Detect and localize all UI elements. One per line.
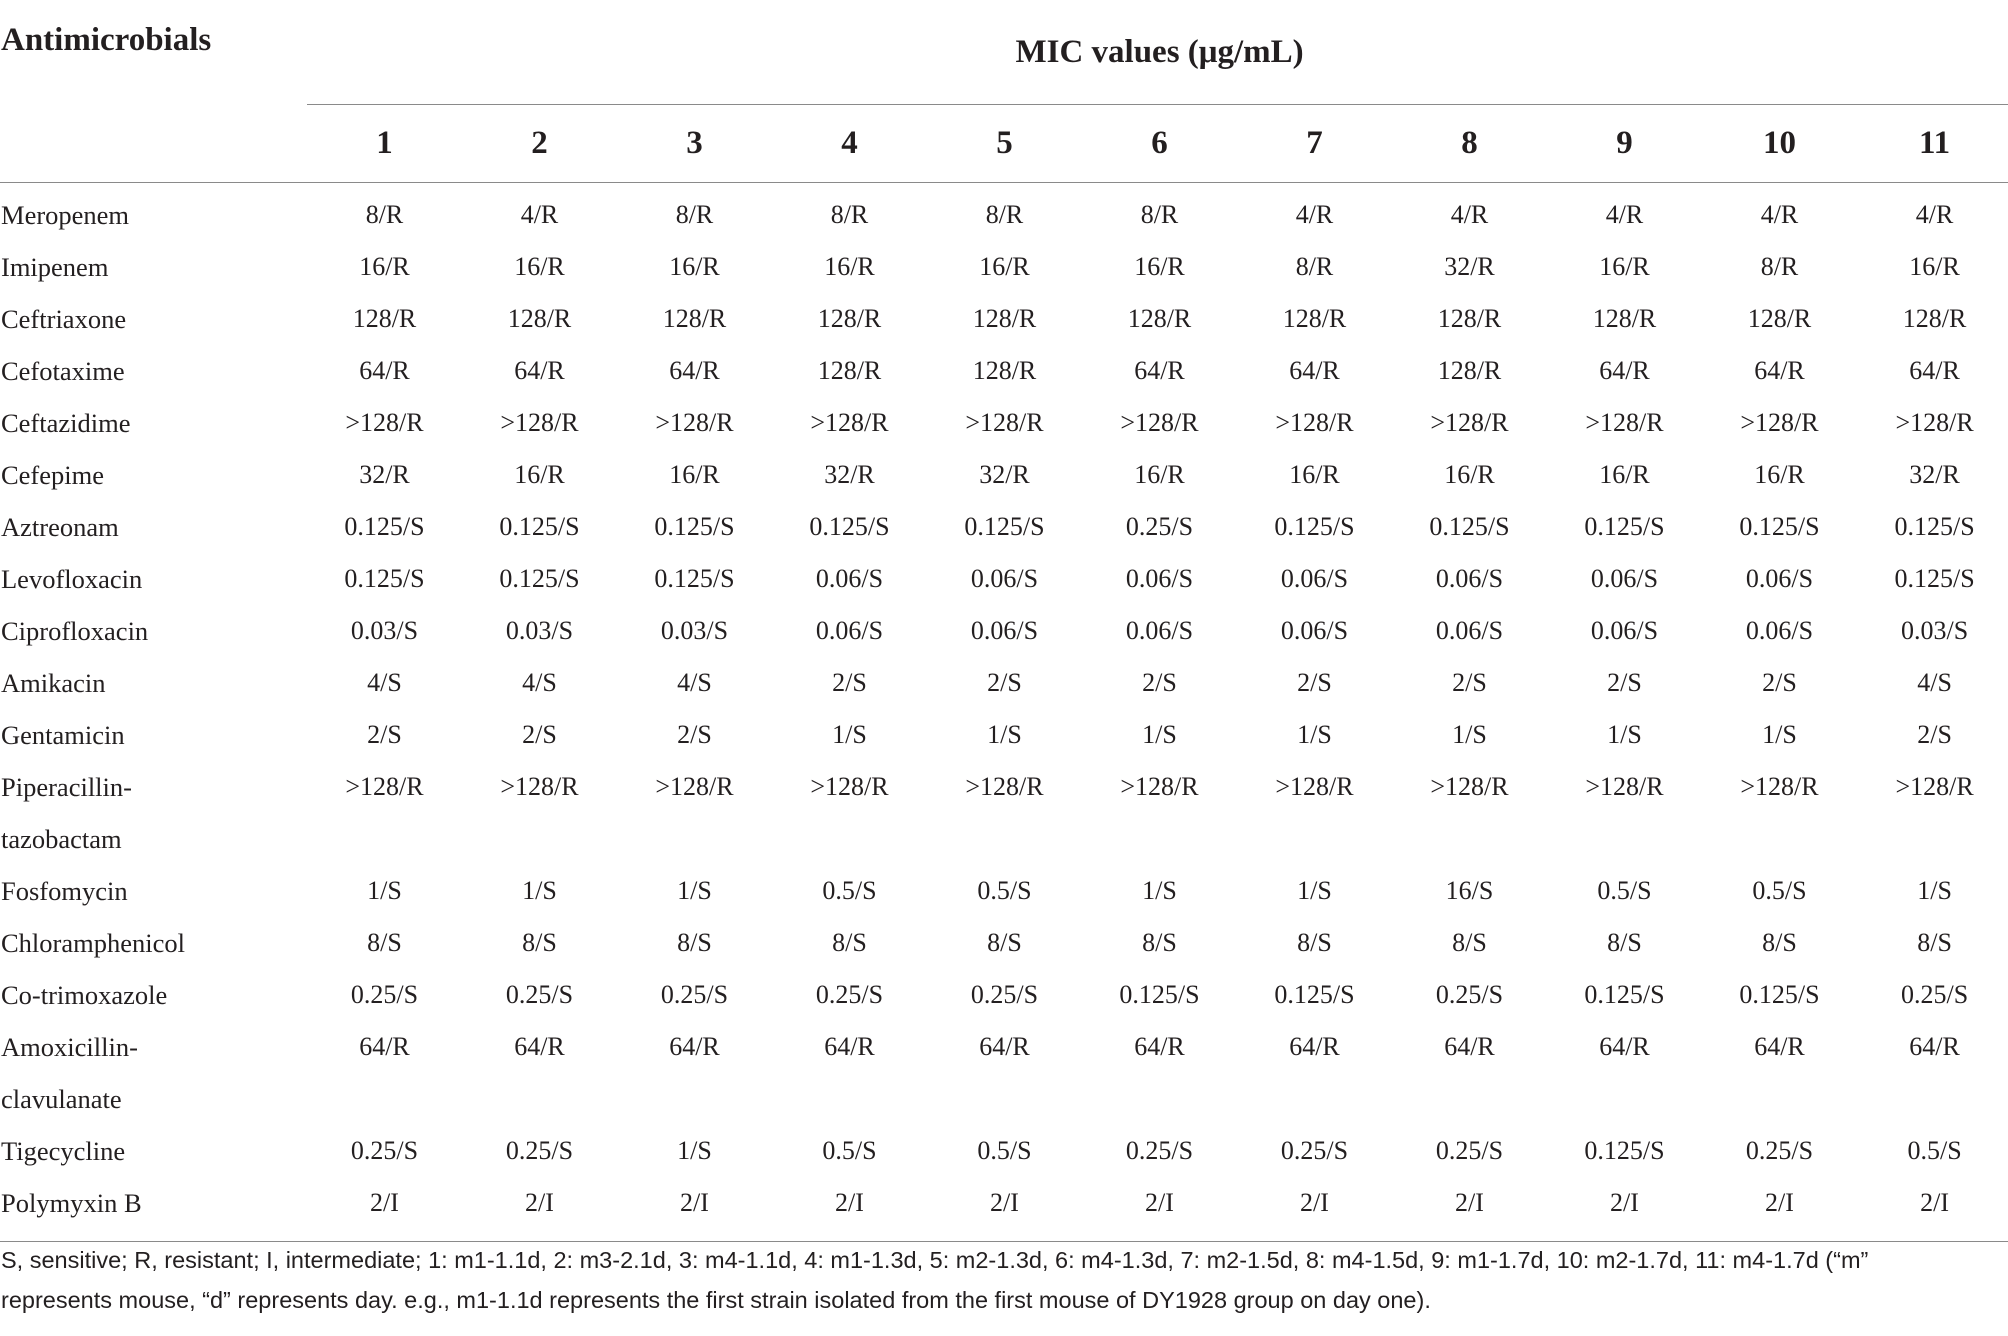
antimicrobial-name	[0, 865, 307, 917]
mic-value-cell: 0.5/S	[1907, 1135, 1962, 1165]
antimicrobial-name	[0, 553, 307, 605]
table-row	[0, 553, 2008, 605]
table-row	[0, 501, 2008, 553]
mic-value-cell: 32/R	[824, 459, 875, 489]
mic-value-cell: 0.25/S	[505, 1135, 574, 1165]
mic-value-cell: 128/R	[972, 303, 1037, 333]
mic-value-cell: 0.125/S	[1429, 511, 1510, 541]
antimicrobial-name-line: Amoxicillin-	[1, 1031, 138, 1062]
mic-value-cell: 64/R	[824, 1031, 875, 1061]
mic-value-cell: >128/R	[1895, 407, 1974, 437]
table-footnote	[1, 1240, 2001, 1320]
mic-value-cell: 0.06/S	[1590, 563, 1659, 593]
strain-column-header: 11	[1857, 104, 2008, 182]
mic-value-cell: 64/R	[514, 355, 565, 385]
mic-value-cell: 128/R	[1127, 303, 1192, 333]
mic-value-cell: 128/R	[1437, 303, 1502, 333]
mic-value-cell: 32/R	[1444, 251, 1495, 281]
mic-value-cell: 8/S	[1762, 927, 1797, 957]
mic-value-cell: 8/R	[365, 199, 404, 229]
mic-value-cell: 64/R	[1599, 355, 1650, 385]
antimicrobials-header: Antimicrobials	[1, 22, 212, 58]
antimicrobial-name-line: Cefepime	[1, 459, 105, 490]
mic-value-cell: 4/R	[1450, 199, 1489, 229]
mic-value-cell: 0.25/S	[505, 979, 574, 1009]
mic-value-cell: 2/I	[1702, 1177, 1857, 1242]
strain-column-header: 5	[927, 104, 1082, 182]
mic-value-cell: 64/R	[1134, 1031, 1185, 1061]
antimicrobial-name-line: Meropenem	[1, 199, 130, 230]
mic-value-cell: 4/R	[1295, 199, 1334, 229]
mic-value-cell: 4/R	[1605, 199, 1644, 229]
antimicrobial-name-line: Fosfomycin	[1, 875, 128, 906]
mic-value-cell: 0.125/S	[964, 511, 1045, 541]
mic-value-cell: 128/R	[1282, 303, 1347, 333]
mic-value-cell: 64/R	[1754, 1031, 1805, 1061]
antimicrobial-name	[0, 761, 307, 865]
antimicrobial-name	[0, 657, 307, 709]
mic-value-cell: 16/S	[1445, 875, 1494, 905]
antimicrobial-name	[0, 1125, 307, 1177]
mic-value-cell: 64/R	[1444, 1031, 1495, 1061]
mic-value-cell: 4/R	[1915, 199, 1954, 229]
mic-value-cell: 16/R	[514, 459, 565, 489]
mic-value-cell: 64/R	[359, 355, 410, 385]
antimicrobial-name-line: Ceftriaxone	[1, 303, 127, 334]
strain-column-header: 7	[1237, 104, 1392, 182]
mic-value-cell: 128/R	[1747, 303, 1812, 333]
mic-value-cell: 1/S	[367, 875, 402, 905]
mic-value-cell: 16/R	[979, 251, 1030, 281]
table-row	[0, 605, 2008, 657]
mic-value-cell: 32/R	[359, 459, 410, 489]
mic-value-cell: 0.06/S	[1125, 615, 1194, 645]
strain-column-header: 3	[617, 104, 772, 182]
antimicrobial-name	[0, 182, 307, 241]
mic-value-cell: 1/S	[1762, 719, 1797, 749]
mic-value-cell: 32/R	[979, 459, 1030, 489]
mic-value-cell: 16/R	[1599, 251, 1650, 281]
strain-column-header: 1	[307, 104, 462, 182]
mic-value-cell: 64/R	[1754, 355, 1805, 385]
mic-value-cell: 2/S	[1607, 667, 1642, 697]
mic-value-cell: 1/S	[1607, 719, 1642, 749]
mic-value-cell: 8/S	[832, 927, 867, 957]
mic-value-cell: >128/R	[1275, 771, 1354, 801]
mic-value-cell: 2/S	[367, 719, 402, 749]
mic-value-cell: 0.125/S	[1119, 979, 1200, 1009]
antimicrobial-name-line: Co-trimoxazole	[1, 979, 168, 1010]
mic-value-cell: 1/S	[1297, 875, 1332, 905]
mic-value-cell: >128/R	[1430, 407, 1509, 437]
mic-value-cell: 0.125/S	[1739, 979, 1820, 1009]
mic-value-cell: 2/S	[1297, 667, 1332, 697]
mic-value-cell: 2/I	[1857, 1177, 2008, 1242]
antimicrobial-name	[0, 449, 307, 501]
mic-value-cell: 0.25/S	[970, 979, 1039, 1009]
mic-value-cell: 0.125/S	[344, 511, 425, 541]
mic-value-cell: 8/S	[1917, 927, 1952, 957]
mic-value-cell: 0.06/S	[1590, 615, 1659, 645]
mic-value-cell: 8/S	[522, 927, 557, 957]
mic-value-cell: 1/S	[832, 719, 867, 749]
mic-value-cell: >128/R	[1585, 771, 1664, 801]
mic-value-cell: 64/R	[669, 1031, 720, 1061]
mic-value-cell: 64/R	[1909, 1031, 1960, 1061]
mic-value-cell: 128/R	[662, 303, 727, 333]
mic-value-cell: 128/R	[817, 355, 882, 385]
mic-value-cell: 2/I	[1547, 1177, 1702, 1242]
mic-value-cell: 0.5/S	[977, 1135, 1032, 1165]
mic-value-cell: 4/S	[677, 667, 712, 697]
mic-value-cell: 0.25/S	[350, 979, 419, 1009]
mic-value-cell: >128/R	[1430, 771, 1509, 801]
mic-value-cell: 0.25/S	[1435, 1135, 1504, 1165]
mic-value-cell: 4/R	[520, 199, 559, 229]
mic-value-cell: 8/R	[675, 199, 714, 229]
mic-value-cell: 128/R	[1437, 355, 1502, 385]
mic-value-cell: 16/R	[1289, 459, 1340, 489]
mic-value-cell: 8/R	[1760, 251, 1799, 281]
table-row	[0, 917, 2008, 969]
mic-value-cell: 8/S	[1452, 927, 1487, 957]
mic-value-cell: 128/R	[507, 303, 572, 333]
antimicrobial-name	[0, 969, 307, 1021]
mic-value-cell: 128/R	[352, 303, 417, 333]
mic-value-cell: 0.125/S	[499, 563, 580, 593]
mic-value-cell: 1/S	[987, 719, 1022, 749]
footnote-line: S, sensitive; R, resistant; I, intermediate; 1: m1-1.1d, 2: m3-2.1d, 3: m4-1.1d, 4: m1-1.3d, 5: m2-1.3d, 6: m4-1.3d, 7: m2-1.5d, 8: m4-1.5d, 9: m1-1.7d, 10: m2-1.7d, 11: m4-1.7d (“m”	[1, 1247, 1869, 1273]
mic-value-cell: 8/S	[367, 927, 402, 957]
mic-value-cell: 2/S	[522, 719, 557, 749]
mic-value-cell: 0.06/S	[970, 563, 1039, 593]
mic-value-cell: 0.125/S	[344, 563, 425, 593]
mic-value-cell: >128/R	[1120, 771, 1199, 801]
mic-value-cell: 0.06/S	[1280, 563, 1349, 593]
mic-value-cell: 0.03/S	[660, 615, 729, 645]
mic-value-cell: 0.06/S	[815, 563, 884, 593]
mic-value-cell: 2/S	[677, 719, 712, 749]
mic-value-cell: 8/R	[1140, 199, 1179, 229]
mic-value-cell: 16/R	[1599, 459, 1650, 489]
antimicrobial-name-line: Piperacillin-	[1, 771, 132, 802]
mic-value-cell: 64/R	[1599, 1031, 1650, 1061]
mic-value-cell: 2/I	[1392, 1177, 1547, 1242]
antimicrobial-name-line: Ceftazidime	[1, 407, 131, 438]
antimicrobial-name-line: Gentamicin	[1, 719, 125, 750]
strain-column-header: 8	[1392, 104, 1547, 182]
antimicrobial-name-line: Imipenem	[1, 251, 109, 282]
mic-value-cell: >128/R	[1740, 407, 1819, 437]
table-row	[0, 345, 2008, 397]
mic-value-cell: 8/R	[830, 199, 869, 229]
mic-value-cell: 32/R	[1909, 459, 1960, 489]
mic-value-cell: 2/I	[1237, 1177, 1392, 1242]
mic-value-cell: >128/R	[810, 407, 889, 437]
mic-value-cell: 1/S	[1452, 719, 1487, 749]
mic-value-cell: 16/R	[359, 251, 410, 281]
mic-value-cell: 0.5/S	[1752, 875, 1807, 905]
mic-value-cell: 0.06/S	[1435, 615, 1504, 645]
mic-value-cell: 2/S	[1452, 667, 1487, 697]
mic-value-cell: 2/S	[832, 667, 867, 697]
mic-value-cell: 0.125/S	[1584, 1135, 1665, 1165]
antimicrobial-name-line: Tigecycline	[1, 1135, 126, 1166]
mic-value-cell: 4/S	[1917, 667, 1952, 697]
mic-value-cell: 0.06/S	[1125, 563, 1194, 593]
antimicrobial-name-line: Cefotaxime	[1, 355, 125, 386]
antimicrobial-name-line: Ciprofloxacin	[1, 615, 149, 646]
mic-value-cell: 0.06/S	[1745, 563, 1814, 593]
table-row	[0, 657, 2008, 709]
mic-value-cell: 2/I	[617, 1177, 772, 1242]
mic-value-cell: 16/R	[514, 251, 565, 281]
mic-value-cell: 128/R	[1902, 303, 1967, 333]
mic-value-cell: 1/S	[677, 875, 712, 905]
mic-value-cell: 16/R	[824, 251, 875, 281]
mic-value-cell: 0.125/S	[654, 511, 735, 541]
mic-value-cell: 2/I	[927, 1177, 1082, 1242]
mic-value-cell: 1/S	[1142, 719, 1177, 749]
strain-column-header: 6	[1082, 104, 1237, 182]
antimicrobial-name	[0, 345, 307, 397]
mic-value-cell: 0.5/S	[977, 875, 1032, 905]
strain-column-header: 2	[462, 104, 617, 182]
mic-value-cell: 2/S	[1762, 667, 1797, 697]
mic-value-cell: 0.5/S	[822, 875, 877, 905]
mic-value-cell: 64/R	[979, 1031, 1030, 1061]
table-row	[0, 1125, 2008, 1177]
mic-value-cell: 4/S	[522, 667, 557, 697]
mic-value-cell: 128/R	[817, 303, 882, 333]
antimicrobial-name	[0, 293, 307, 345]
mic-value-cell: 8/S	[677, 927, 712, 957]
table-row	[0, 293, 2008, 345]
mic-value-cell: 1/S	[1142, 875, 1177, 905]
mic-value-cell: 0.03/S	[350, 615, 419, 645]
mic-value-cell: >128/R	[1895, 771, 1974, 801]
table-row	[0, 241, 2008, 293]
antimicrobial-name	[0, 1021, 307, 1125]
mic-value-cell: >128/R	[655, 407, 734, 437]
mic-value-cell: 128/R	[1592, 303, 1657, 333]
table-row	[0, 182, 2008, 241]
mic-value-cell: 8/S	[1297, 927, 1332, 957]
mic-value-cell: 2/I	[1082, 1177, 1237, 1242]
antimicrobial-name	[0, 397, 307, 449]
antimicrobial-name-line: Amikacin	[1, 667, 106, 698]
mic-value-cell: >128/R	[500, 771, 579, 801]
mic-value-cell: >128/R	[500, 407, 579, 437]
mic-value-cell: 16/R	[669, 459, 720, 489]
table-row	[0, 1021, 2008, 1125]
mic-value-cell: 2/S	[1917, 719, 1952, 749]
antimicrobial-name	[0, 605, 307, 657]
antimicrobial-name-line: clavulanate	[1, 1083, 122, 1114]
table-row	[0, 865, 2008, 917]
mic-value-cell: 1/S	[677, 1135, 712, 1165]
antimicrobial-name	[0, 917, 307, 969]
antimicrobial-name-line: Levofloxacin	[1, 563, 143, 594]
mic-value-cell: >128/R	[1120, 407, 1199, 437]
mic-value-cell: 4/R	[1760, 199, 1799, 229]
mic-value-cell: 0.125/S	[1584, 511, 1665, 541]
mic-value-cell: 64/R	[359, 1031, 410, 1061]
antimicrobial-name	[0, 1177, 307, 1242]
mic-value-cell: 0.03/S	[505, 615, 574, 645]
mic-value-cell: 0.125/S	[499, 511, 580, 541]
mic-value-cell: 0.125/S	[1739, 511, 1820, 541]
mic-value-cell: 0.125/S	[1894, 563, 1975, 593]
table-row	[0, 709, 2008, 761]
antimicrobial-name	[0, 709, 307, 761]
mic-value-cell: 64/R	[1909, 355, 1960, 385]
mic-value-cell: 0.125/S	[809, 511, 890, 541]
antimicrobial-name	[0, 501, 307, 553]
mic-value-cell: 2/I	[772, 1177, 927, 1242]
mic-value-cell: >128/R	[810, 771, 889, 801]
mic-value-cell: 8/S	[987, 927, 1022, 957]
strain-number-header-row	[0, 104, 2008, 182]
mic-value-cell: 0.125/S	[1584, 979, 1665, 1009]
mic-value-cell: 0.25/S	[815, 979, 884, 1009]
mic-value-cell: 16/R	[1134, 459, 1185, 489]
mic-values-header: MIC values (μg/mL)	[307, 0, 2008, 104]
mic-value-cell: 0.06/S	[1280, 615, 1349, 645]
mic-value-cell: 0.25/S	[1435, 979, 1504, 1009]
mic-value-cell: 0.25/S	[1280, 1135, 1349, 1165]
mic-value-cell: 0.06/S	[815, 615, 884, 645]
mic-value-cell: 16/R	[669, 251, 720, 281]
mic-value-cell: 0.06/S	[970, 615, 1039, 645]
mic-value-cell: 0.5/S	[1597, 875, 1652, 905]
strain-column-header: 9	[1547, 104, 1702, 182]
mic-value-cell: >128/R	[345, 771, 424, 801]
mic-value-cell: 1/S	[522, 875, 557, 905]
mic-value-cell: >128/R	[345, 407, 424, 437]
mic-value-cell: 64/R	[669, 355, 720, 385]
mic-value-cell: 0.125/S	[654, 563, 735, 593]
mic-value-cell: 8/S	[1607, 927, 1642, 957]
antimicrobial-name-line: Polymyxin B	[1, 1187, 142, 1218]
antimicrobial-name-line: Aztreonam	[1, 511, 119, 542]
mic-value-cell: >128/R	[965, 771, 1044, 801]
mic-value-cell: 0.25/S	[350, 1135, 419, 1165]
strain-column-header: 4	[772, 104, 927, 182]
mic-value-cell: 8/R	[1295, 251, 1334, 281]
mic-table-body	[0, 182, 2008, 1241]
mic-value-cell: 4/S	[367, 667, 402, 697]
mic-value-cell: 16/R	[1754, 459, 1805, 489]
mic-value-cell: >128/R	[1275, 407, 1354, 437]
mic-value-cell: 64/R	[1289, 1031, 1340, 1061]
mic-value-cell: 16/R	[1444, 459, 1495, 489]
mic-value-cell: 128/R	[972, 355, 1037, 385]
mic-value-cell: 64/R	[1134, 355, 1185, 385]
mic-value-cell: 2/S	[1142, 667, 1177, 697]
mic-value-cell: 8/R	[985, 199, 1024, 229]
table-row	[0, 449, 2008, 501]
mic-value-cell: 0.125/S	[1274, 511, 1355, 541]
mic-value-cell: 8/S	[1142, 927, 1177, 957]
mic-value-cell: 0.25/S	[1745, 1135, 1814, 1165]
mic-value-cell: >128/R	[1585, 407, 1664, 437]
mic-value-cell: 64/R	[1289, 355, 1340, 385]
header-spacer	[0, 104, 307, 182]
mic-value-cell: 0.03/S	[1900, 615, 1969, 645]
table-row	[0, 969, 2008, 1021]
mic-value-cell: 1/S	[1917, 875, 1952, 905]
table-row	[0, 761, 2008, 865]
mic-value-cell: 0.125/S	[1274, 979, 1355, 1009]
mic-value-cell: >128/R	[965, 407, 1044, 437]
table-row	[0, 397, 2008, 449]
mic-value-cell: >128/R	[1740, 771, 1819, 801]
mic-value-cell: 0.25/S	[1900, 979, 1969, 1009]
footnote-line: represents mouse, “d” represents day. e.g., m1-1.1d represents the first strain isolated from the first mouse of DY1928 group on day one).	[1, 1287, 1431, 1313]
mic-value-cell: 0.125/S	[1894, 511, 1975, 541]
antimicrobial-name-line: tazobactam	[1, 823, 122, 854]
antimicrobial-name-line: Chloramphenicol	[1, 927, 185, 958]
mic-value-cell: 16/R	[1909, 251, 1960, 281]
mic-value-cell: 2/I	[307, 1177, 462, 1242]
mic-value-cell: 0.25/S	[1125, 1135, 1194, 1165]
mic-value-cell: 0.06/S	[1745, 615, 1814, 645]
mic-value-cell: 0.06/S	[1435, 563, 1504, 593]
antimicrobial-name	[0, 241, 307, 293]
mic-value-cell: 16/R	[1134, 251, 1185, 281]
table-row	[0, 1177, 2008, 1242]
mic-value-cell: 0.5/S	[822, 1135, 877, 1165]
mic-value-cell: 0.25/S	[1125, 511, 1194, 541]
mic-value-cell: 2/S	[987, 667, 1022, 697]
mic-value-cell: >128/R	[655, 771, 734, 801]
mic-value-cell: 2/I	[462, 1177, 617, 1242]
mic-value-cell: 0.25/S	[660, 979, 729, 1009]
mic-value-cell: 1/S	[1297, 719, 1332, 749]
strain-column-header: 10	[1702, 104, 1857, 182]
mic-value-cell: 64/R	[514, 1031, 565, 1061]
